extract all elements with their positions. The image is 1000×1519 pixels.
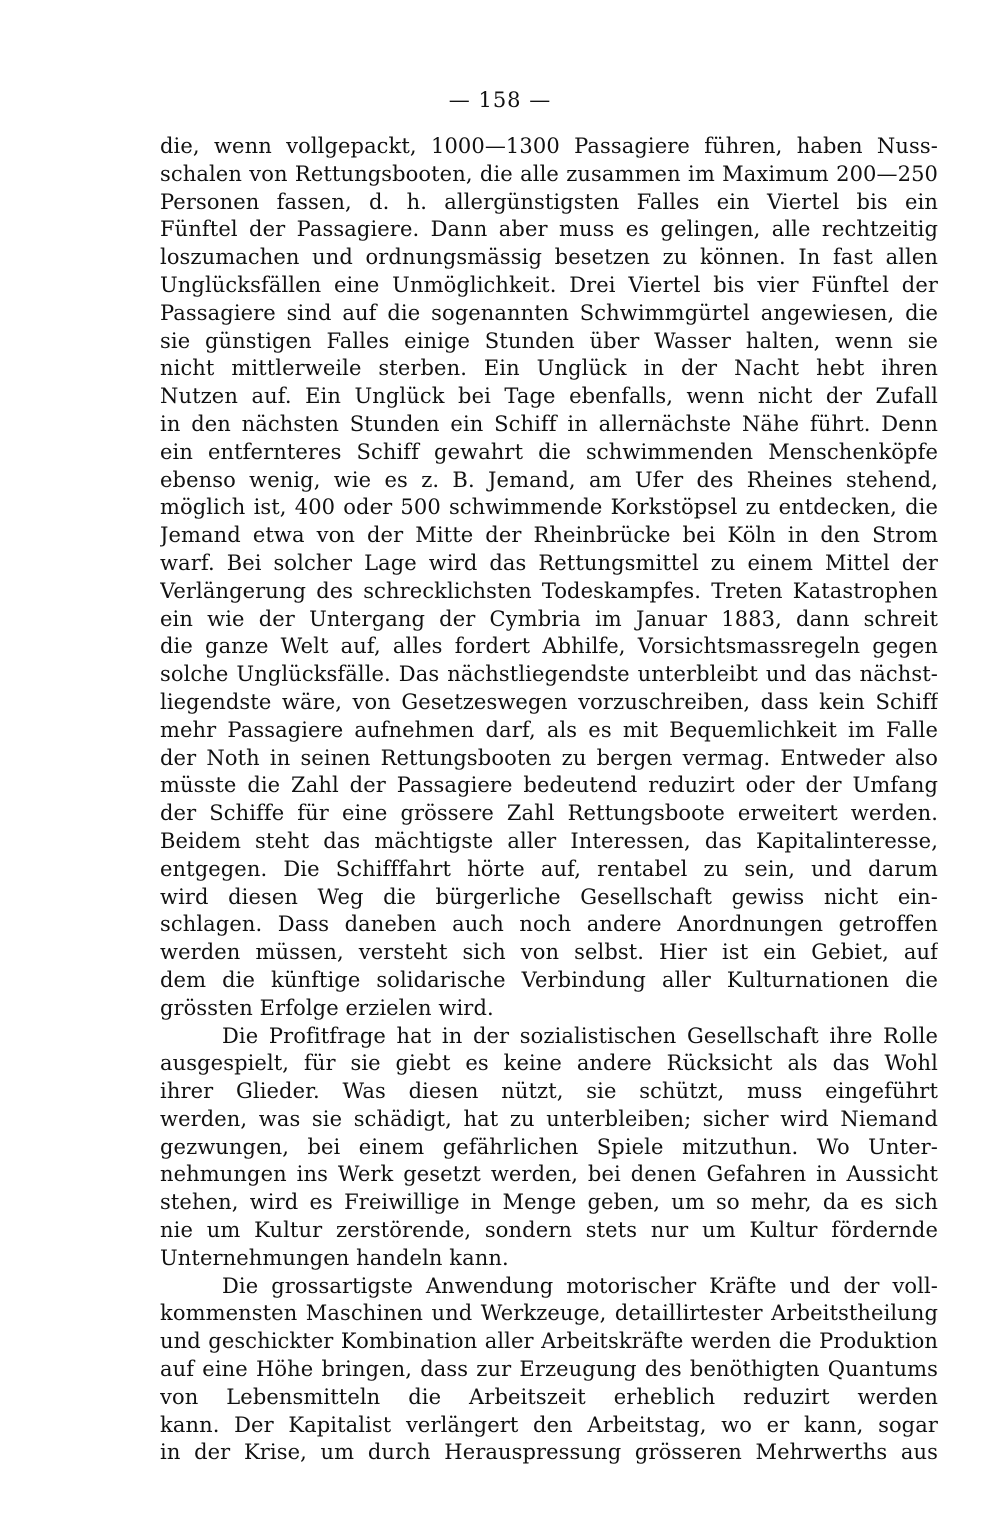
text-line: ausgespielt, für sie giebt es keine andere Rücksicht als das Wohl xyxy=(160,1051,938,1076)
text-line: nehmungen ins Werk gesetzt werden, bei denen Gefahren in Aussicht xyxy=(160,1162,938,1187)
text-line: warf. Bei solcher Lage wird das Rettungsmittel zu einem Mittel der xyxy=(160,550,938,575)
text-line: die, wenn vollgepackt, 1000—1300 Passagiere führen, haben Nuss- xyxy=(160,134,938,158)
text-line: loszumachen und ordnungsmässig besetzen zu können. In fast allen xyxy=(160,245,938,270)
text-line: ebenso wenig, wie es z. B. Jemand, am Ufer des Rheines stehend, xyxy=(160,467,938,492)
text-line: Jemand etwa von der Mitte der Rheinbrücke bei Köln in den Strom xyxy=(160,523,938,548)
text-line: der Schiffe für eine grössere Zahl Rettungsboote erweitert werden. xyxy=(160,801,938,826)
text-line: kommensten Maschinen und Werkzeuge, detaillirtester Arbeitstheilung xyxy=(160,1301,938,1326)
text-line: ein entfernteres Schiff gewahrt die schwimmenden Menschenköpfe xyxy=(160,439,938,464)
text-line: Beidem steht das mächtigste aller Interessen, das Kapitalinteresse, xyxy=(160,828,938,853)
text-line: solche Unglücksfälle. Das nächstliegendste unterbleibt und das nächst- xyxy=(160,662,938,687)
text-line: dem die künftige solidarische Verbindung aller Kulturnationen die xyxy=(160,967,938,992)
text-line: schlagen. Dass daneben auch noch andere Anordnungen getroffen xyxy=(160,912,938,937)
text-line: möglich ist, 400 oder 500 schwimmende Korkstöpsel zu entdecken, die xyxy=(160,495,938,520)
text-line: werden, was sie schädigt, hat zu unterbleiben; sicher wird Niemand xyxy=(160,1106,938,1131)
text-line: müsste die Zahl der Passagiere bedeutend reduzirt oder der Umfang xyxy=(160,773,938,798)
text-line: wird diesen Weg die bürgerliche Gesellschaft gewiss nicht ein- xyxy=(160,884,938,909)
text-line: Unglücksfällen eine Unmöglichkeit. Drei Viertel bis vier Fünftel der xyxy=(160,272,938,297)
text-line: Passagiere sind auf die sogenannten Schwimmgürtel angewiesen, die xyxy=(160,300,938,325)
text-line: sie günstigen Falles einige Stunden über Wasser halten, wenn sie xyxy=(160,328,938,353)
text-line: auf eine Höhe bringen, dass zur Erzeugung des benöthigten Quantums xyxy=(160,1357,938,1382)
paragraph-start-line: Die Profitfrage hat in der sozialistischen Gesellschaft ihre Rolle xyxy=(222,1023,938,1048)
text-line: und geschickter Kombination aller Arbeitskräfte werden die Produktion xyxy=(160,1329,938,1354)
paragraph-start-line: Die grossartigste Anwendung motorischer Kräfte und der voll- xyxy=(222,1273,938,1298)
text-line: entgegen. Die Schifffahrt hörte auf, rentabel zu sein, und darum xyxy=(160,856,938,881)
text-line: die ganze Welt auf, alles fordert Abhilfe, Vorsichtsmassregeln gegen xyxy=(160,634,938,659)
text-line: der Noth in seinen Rettungsbooten zu bergen vermag. Entweder also xyxy=(160,745,938,770)
text-line: in den nächsten Stunden ein Schiff in allernächste Nähe führt. Denn xyxy=(160,411,938,436)
text-line: Verlängerung des schrecklichsten Todeskampfes. Treten Katastrophen xyxy=(160,578,938,603)
text-line: in der Krise, um durch Herauspressung grösseren Mehrwerths aus xyxy=(160,1440,938,1465)
text-line: werden müssen, versteht sich von selbst. Hier ist ein Gebiet, auf xyxy=(160,940,938,965)
text-line: schalen von Rettungsbooten, die alle zusammen im Maximum 200—250 xyxy=(160,161,938,186)
text-line: mehr Passagiere aufnehmen darf, als es mit Bequemlichkeit im Falle xyxy=(160,717,938,742)
paragraph-end-line: Unternehmungen handeln kann. xyxy=(160,1245,509,1270)
text-line: Nutzen auf. Ein Unglück bei Tage ebenfalls, wenn nicht der Zufall xyxy=(160,384,938,409)
page-number: — 158 — xyxy=(448,88,552,112)
body-text xyxy=(160,133,938,1467)
paragraph-end-line: grössten Erfolge erzielen wird. xyxy=(160,995,494,1020)
text-line: Personen fassen, d. h. allergünstigsten Falles ein Viertel bis ein xyxy=(160,189,938,214)
text-line: ein wie der Untergang der Cymbria im Januar 1883, dann schreit xyxy=(160,606,938,631)
text-line: nie um Kultur zerstörende, sondern stets nur um Kultur fördernde xyxy=(160,1218,938,1243)
text-line: Fünftel der Passagiere. Dann aber muss es gelingen, alle rechtzeitig xyxy=(160,217,938,242)
text-line: von Lebensmitteln die Arbeitszeit erheblich reduzirt werden xyxy=(160,1384,938,1409)
text-line: kann. Der Kapitalist verlängert den Arbeitstag, wo er kann, sogar xyxy=(160,1412,938,1437)
text-line: nicht mittlerweile sterben. Ein Unglück in der Nacht hebt ihren xyxy=(160,356,938,381)
text-line: ihrer Glieder. Was diesen nützt, sie schützt, muss eingeführt xyxy=(160,1079,938,1104)
text-line: liegendste wäre, von Gesetzeswegen vorzuschreiben, dass kein Schiff xyxy=(160,689,938,714)
text-line: stehen, wird es Freiwillige in Menge geben, um so mehr, da es sich xyxy=(160,1190,938,1215)
text-line: gezwungen, bei einem gefährlichen Spiele mitzuthun. Wo Unter- xyxy=(160,1134,938,1159)
